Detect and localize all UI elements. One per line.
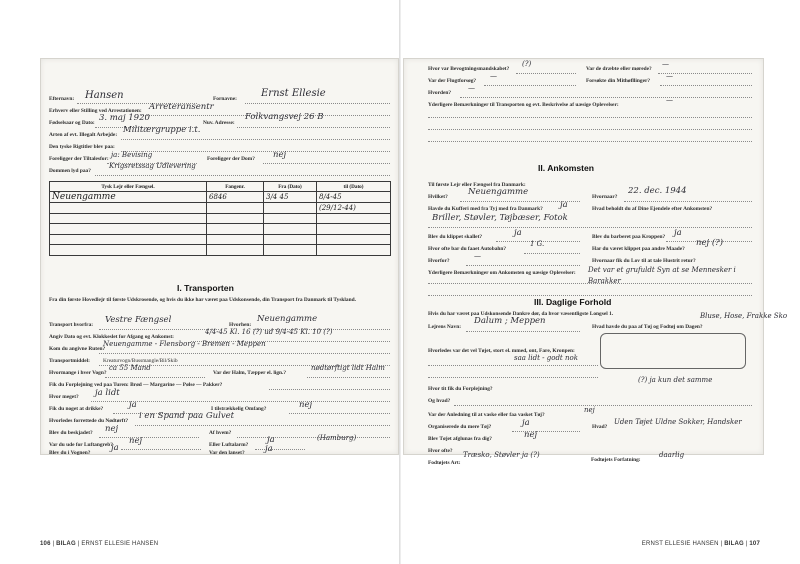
form-label: Organiserede du mere Tøj? bbox=[428, 424, 492, 430]
footer-left: 106 | BILAG | ERNST ELLESIE HANSEN bbox=[40, 541, 159, 547]
form-label: Fodtøjets Forfatning: bbox=[591, 457, 641, 463]
handwritten-value: — bbox=[666, 72, 673, 80]
form-label: Angiv Dato og evt. Klokkeslet for Afgang og Ankomst: bbox=[49, 334, 174, 340]
form-label: Hvorden? bbox=[428, 90, 452, 96]
handwritten-value: (?) bbox=[522, 60, 532, 68]
form-label: Arten af evt. Illegalt Arbejde: bbox=[49, 132, 118, 138]
form-label: Var du ude for Luftangreb? bbox=[49, 442, 113, 448]
handwritten-value: (?) ja kun det samme bbox=[638, 376, 713, 384]
handwritten-value: Det var et grufuldt Syn at se Mennesker i Barakker bbox=[588, 266, 736, 285]
handwritten-note: (Hamburg) bbox=[317, 434, 357, 442]
form-label: Hvormange i hver Vogn? bbox=[49, 370, 107, 376]
daglige-intro: Hvis du har været paa Udskonsende Dankre dør, da hvor væsentligste Longsel 1. bbox=[428, 311, 614, 317]
handwritten-value: i en Spand paa Gulvet bbox=[139, 411, 235, 421]
form-label: Transportmiddel: bbox=[49, 358, 90, 364]
handwritten-value: Arreteransentr bbox=[149, 102, 214, 112]
form-label: Blev Tøjet afglunas fra dig? bbox=[428, 436, 492, 442]
handwritten-value: ja bbox=[265, 444, 273, 454]
form-label: Fødselsaar og Dato: bbox=[49, 120, 95, 126]
handwritten-value: Neuengamme bbox=[257, 314, 318, 324]
form-label: Fodtøjets Art: bbox=[428, 460, 461, 466]
form-label: Fornavne: bbox=[213, 96, 237, 102]
handwritten-value: nej (?) bbox=[696, 238, 724, 248]
handwritten-value: saa lidt - godt nok bbox=[514, 354, 578, 362]
form-label: Fik du noget at drikke? bbox=[49, 406, 104, 412]
form-label: Efternavn: bbox=[49, 96, 75, 102]
handwritten-value: Vestre Fængsel bbox=[105, 315, 172, 325]
camp-table bbox=[49, 181, 391, 256]
form-label: Transport hvorfra: bbox=[49, 322, 94, 328]
form-label: Var der Halm, Tæpper el. lign.? bbox=[213, 370, 287, 376]
table-row: Neuengamme 6846 3/4 45 8/4-45 bbox=[50, 192, 391, 203]
handwritten-value: 4/4-45 Kl. 16 (?) ud 9/4-45 Kl. 10 (?) bbox=[205, 328, 333, 336]
table-row bbox=[50, 245, 391, 256]
footer-name: ERNST ELLESIE HANSEN bbox=[81, 541, 159, 547]
form-label: Blev du beskjadet? bbox=[49, 430, 93, 436]
footer-right: ERNST ELLESIE HANSEN | BILAG | 107 bbox=[641, 541, 760, 547]
form-label: Fik du Forplejning ved paa Turen: Brød — Margarine — Pølse — Pakker? bbox=[49, 382, 223, 388]
handwritten-value: ja bbox=[522, 418, 530, 428]
form-label: Yderligere Bemærkninger til Transporten og evt. Beskrivelse af uæsige Oplevelser: bbox=[428, 102, 619, 108]
section-title-transport: I. Transporten bbox=[177, 283, 234, 293]
form-label: Foreligger der Tiltalesfor: bbox=[49, 156, 109, 162]
handwritten-value: nej bbox=[299, 400, 313, 410]
page-number: 106 bbox=[40, 541, 51, 547]
page-number: 107 bbox=[749, 541, 760, 547]
handwritten-value: daarlig bbox=[659, 451, 685, 459]
transport-intro: Fra din første Hovedlejr til første Udskrosende, og hvis du ikke har været paa Udskonsende, din Transport fra Danmark til Tyskland. bbox=[49, 297, 356, 303]
handwritten-value: Folkvangsvej 26 B bbox=[245, 112, 324, 122]
handwritten-value: — bbox=[662, 60, 669, 68]
handwritten-value: Træsko, Støvler ja (?) bbox=[463, 451, 540, 459]
form-label: Hvilket? bbox=[428, 194, 448, 200]
footer-section: BILAG bbox=[724, 541, 744, 547]
handwritten-value: ja bbox=[674, 228, 682, 238]
handwritten-value: ja bbox=[560, 200, 568, 210]
form-label: Var der Anledning til at vaske eller faa vasket Tøj? bbox=[428, 412, 545, 418]
table-row bbox=[50, 213, 391, 224]
right-page bbox=[401, 0, 800, 564]
form-label: Hvad beholdt du af Dine Ejendele efter Ankomsten? bbox=[592, 206, 713, 212]
form-label: Erhverv eller Stilling ved Arrestationen: bbox=[49, 108, 142, 114]
form-label: I tilstrækkelig Omfang? bbox=[211, 406, 267, 412]
handwritten-value: 1 G. bbox=[530, 240, 545, 248]
form-label: Hvorhen: bbox=[229, 322, 252, 328]
handwritten-value: Militærgruppe i.t. bbox=[123, 125, 201, 135]
form-label: Var der Flugtforsøg? bbox=[428, 78, 477, 84]
handwritten-value: nej bbox=[524, 430, 538, 440]
form-label: Blev du klippet skallet? bbox=[428, 234, 483, 240]
handwritten-value: Uden Tøjet Uldne Sokker, Handsker bbox=[614, 418, 742, 426]
form-label: Hvorfor? bbox=[428, 258, 450, 264]
form-label: Hvad? bbox=[592, 424, 608, 430]
form-label: Hvor ofte? bbox=[428, 448, 453, 454]
form-label: Lejrens Navn: bbox=[428, 324, 461, 330]
table-row bbox=[50, 224, 391, 235]
handwritten-value: Neuengamme - Flensborg - Bremen - Meppen bbox=[103, 340, 266, 348]
form-label: Hvor ofte bar du faaet Autobahn? bbox=[428, 246, 507, 252]
form-label: Af hvem? bbox=[209, 430, 232, 436]
handwritten-value: 22. dec. 1944 bbox=[628, 186, 687, 196]
section-title-daglige-forhold: III. Daglige Forhold bbox=[534, 297, 612, 307]
form-label: Hvorledes forrettede du Nødtørft? bbox=[49, 418, 129, 424]
form-label: Var den lanset? bbox=[209, 450, 245, 456]
handwritten-value: ja bbox=[514, 228, 522, 238]
form-label: Hvorledes var det vel Tøjet, stort el. mmed, ont, Fare, Kronpen: bbox=[428, 348, 575, 354]
form-label: Blev du i Vognen? bbox=[49, 450, 91, 456]
form-label: Hvornaar? bbox=[592, 194, 618, 200]
table-header: Fra (Dato) bbox=[264, 182, 317, 192]
handwritten-value: Krigsretssag Udlevering bbox=[109, 162, 196, 170]
section-title-ankomsten: II. Ankomsten bbox=[538, 163, 595, 173]
form-label: Havde du Kufferi med fra Tyj med fra Danmark? bbox=[428, 206, 543, 212]
handwritten-value: — bbox=[666, 96, 673, 104]
handwritten-value: nej bbox=[273, 150, 287, 160]
handwritten-value: ja lidt bbox=[95, 388, 120, 398]
form-label: Eller Luftalarm? bbox=[209, 442, 249, 448]
handwritten-value: — bbox=[490, 72, 497, 80]
handwritten-value: — bbox=[468, 84, 475, 92]
handwritten-value: 3. maj 1920 bbox=[99, 113, 150, 123]
table-row: (29/12-44) bbox=[50, 203, 391, 214]
handwritten-value: ja bbox=[111, 443, 119, 453]
handwritten-value: nej bbox=[584, 406, 595, 414]
handwritten-value: nødtørftigt lidt Halm bbox=[311, 364, 385, 372]
form-label: Hvor meget? bbox=[49, 394, 79, 400]
table-header: Tysk Lejr eller Fængsel. bbox=[50, 182, 207, 192]
table-row bbox=[50, 234, 391, 245]
handwritten-value: ja bbox=[129, 400, 137, 410]
table-header: Fangenr. bbox=[207, 182, 264, 192]
form-label: Kom du angivne Ruten? bbox=[49, 346, 106, 352]
table-header: til (Dato) bbox=[317, 182, 391, 192]
handwritten-value: Neuengamme bbox=[468, 187, 529, 197]
form-label: Blev du barberet paa Kroppen? bbox=[592, 234, 666, 240]
footer-name: ERNST ELLESIE HANSEN bbox=[641, 541, 719, 547]
handwritten-value: ja bbox=[267, 435, 275, 445]
form-label: Hvor tit fik du Forplejning? bbox=[428, 386, 493, 392]
handwritten-value: Dalum ; Meppen bbox=[474, 316, 546, 326]
form-label: Dommen lyd paa? bbox=[49, 168, 91, 174]
handwritten-value: — bbox=[474, 252, 481, 260]
transport-means-options: Kreaturvogn/Bussmangle/Bil/Skib bbox=[103, 358, 178, 364]
form-label: Yderligere Bemærkninger om Ankomsten og uæsige Oplevelser: bbox=[428, 270, 576, 276]
form-label: Foreligger der Dom? bbox=[207, 156, 255, 162]
form-label: Den tyske Rigtitler blev paa: bbox=[49, 144, 115, 150]
form-label: Og hvad? bbox=[428, 398, 451, 404]
form-label: Hvad havde du paa af Tøj og Fodtøj om Dagen? bbox=[592, 324, 703, 330]
form-label: Hvornaar fik du Lov til at tale Hustrit retur? bbox=[592, 258, 696, 264]
footer-section: BILAG bbox=[56, 541, 76, 547]
left-page bbox=[0, 0, 399, 564]
form-label: Har du været klippet paa andre Maade? bbox=[592, 246, 685, 252]
handwritten-value: ca 55 Mand bbox=[109, 364, 151, 372]
handwritten-value: Ernst Ellesie bbox=[261, 88, 326, 99]
form-label: Forsøkte din Mithøfllinger? bbox=[586, 78, 651, 84]
handwritten-value: ja: Bevising bbox=[111, 151, 153, 159]
handwritten-box bbox=[600, 333, 746, 369]
handwritten-value: Briller, Støvler, Tøjbæser, Fotok bbox=[432, 213, 568, 223]
handwritten-value: Bluse, Hose, Frakke Sko bbox=[700, 312, 788, 320]
handwritten-value: Hansen bbox=[85, 90, 124, 101]
left-form-scan bbox=[40, 58, 399, 455]
form-label: Nuv. Adresse: bbox=[203, 120, 235, 126]
form-label: Var de dræbte eller mørede? bbox=[586, 66, 652, 72]
handwritten-value: nej bbox=[129, 436, 143, 446]
form-label: Hvor var Bevogtningsmandskabet? bbox=[428, 66, 510, 72]
handwritten-value: nej bbox=[105, 424, 119, 434]
form-label: Til første Lejr eller Fængsel fra Danmark: bbox=[428, 182, 526, 188]
